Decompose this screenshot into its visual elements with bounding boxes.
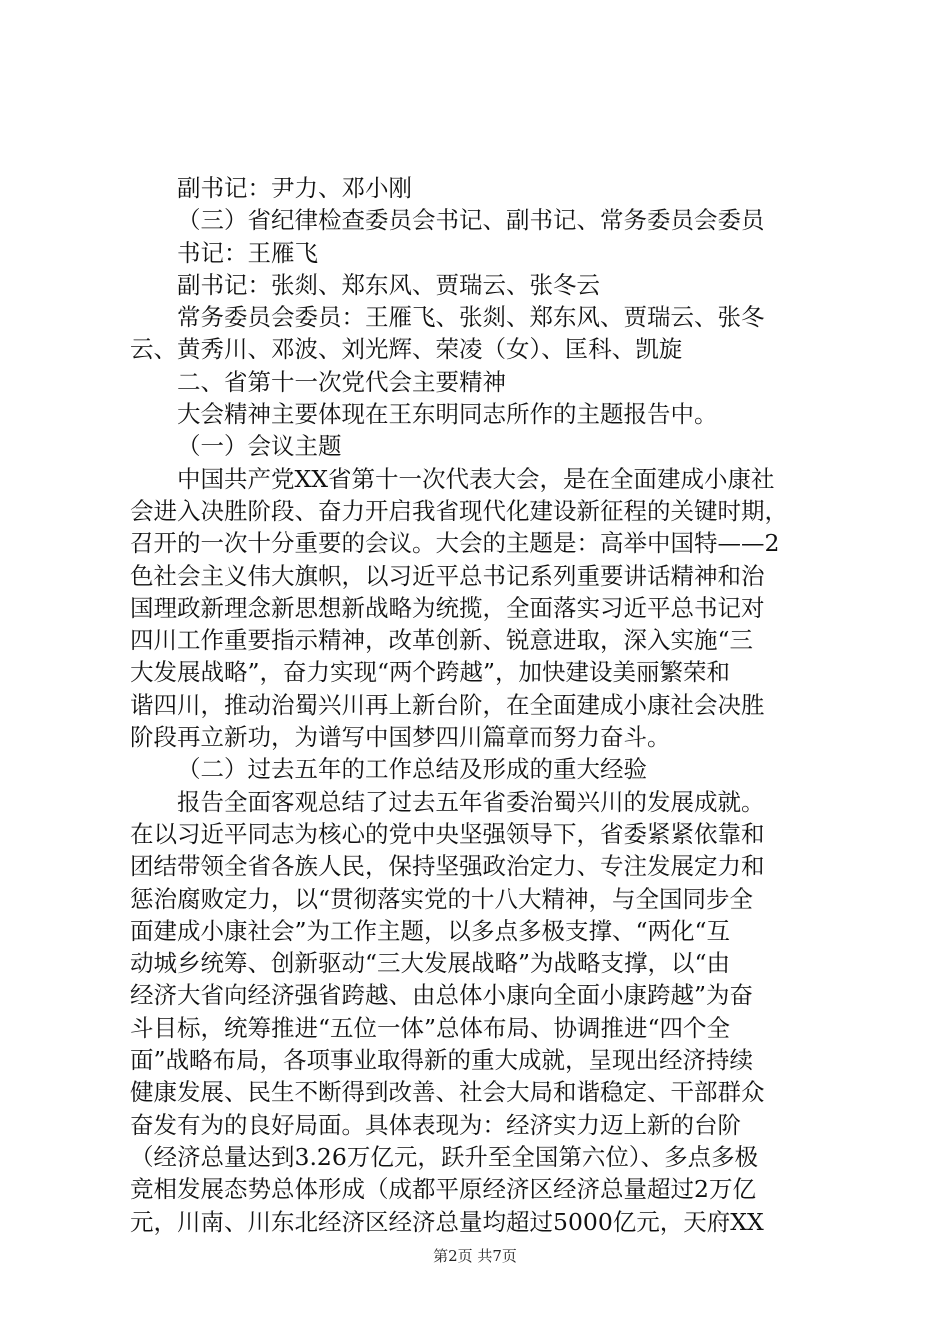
text-line: 四川工作重要指示精神，改革创新、锐意进取，深入实施“三	[130, 626, 754, 655]
text-line: （经济总量达到3.26万亿元，跃升至全国第六位）、多点多极	[130, 1142, 759, 1171]
text-line: 团结带领全省各族人民，保持坚强政治定力、专注发展定力和	[130, 852, 765, 881]
text-line: 竞相发展态势总体形成（成都平原经济区经济总量超过2万亿	[130, 1175, 756, 1204]
text-line: 面”战略布局，各项事业取得新的重大成就，呈现出经济持续	[130, 1046, 754, 1075]
text-line: 面建成小康社会”为工作主题，以多点多极支撑、“两化“互	[130, 916, 731, 945]
text-line: 阶段再立新功，为谱写中国梦四川篇章而努力奋斗。	[130, 723, 671, 752]
text-line: 云、黄秀川、邓波、刘光辉、荣凌（女）、匡科、凯旋	[130, 335, 683, 364]
text-line: 大发展战略”，奋力实现“两个跨越”，加快建设美丽繁荣和	[130, 658, 731, 687]
text-line: 中国共产党XX省第十一次代表大会，是在全面建成小康社	[177, 464, 775, 493]
text-line: 报告全面客观总结了过去五年省委治蜀兴川的发展成就。	[177, 787, 765, 816]
text-line: 健康发展、民生不断得到改善、社会大局和谐稳定、干部群众	[130, 1078, 765, 1107]
text-line: 元，川南、川东北经济区经济总量均超过5000亿元，天府XX	[130, 1207, 764, 1236]
text-line: 奋发有为的良好局面。具体表现为：经济实力迈上新的台阶	[130, 1110, 741, 1139]
text-line: 在以习近平同志为核心的党中央坚强领导下，省委紧紧依靠和	[130, 819, 765, 848]
text-line: 斗目标，统筹推进“五位一体”总体布局、协调推进“四个全	[130, 1013, 731, 1042]
text-line: 二、省第十一次党代会主要精神	[177, 367, 506, 396]
text-line: 副书记：张剡、郑东风、贾瑞云、张冬云	[177, 270, 600, 299]
text-line: 会进入决胜阶段、奋力开启我省现代化建设新征程的关键时期，	[130, 496, 788, 525]
text-line: 副书记：尹力、邓小刚	[177, 174, 412, 202]
body-text	[130, 172, 830, 1238]
text-line: 大会精神主要体现在王东明同志所作的主题报告中。	[177, 400, 718, 429]
page-footer: 第2页 共7页	[433, 1247, 517, 1265]
text-line: 谐四川，推动治蜀兴川再上新台阶，在全面建成小康社会决胜	[130, 690, 765, 719]
text-line: 国理政新理念新思想新战略为统揽，全面落实习近平总书记对	[130, 593, 765, 622]
text-line: 动城乡统筹、创新驱动“三大发展战略”为战略支撑，以“由	[130, 949, 731, 978]
text-line: 召开的一次十分重要的会议。大会的主题是：高举中国特——2	[130, 529, 780, 558]
text-line: 惩治腐败定力，以“贯彻落实党的十八大精神，与全国同步全	[130, 884, 754, 913]
text-line: 书记：王雁飞	[177, 238, 318, 267]
text-line: （一）会议主题	[177, 432, 342, 461]
text-line: 经济大省向经济强省跨越、由总体小康向全面小康跨越”为奋	[130, 981, 754, 1010]
text-line: （二）过去五年的工作总结及形成的重大经验	[177, 755, 647, 784]
text-line: 常务委员会委员：王雁飞、张剡、郑东风、贾瑞云、张冬	[177, 303, 765, 332]
text-line: 色社会主义伟大旗帜，以习近平总书记系列重要讲话精神和治	[130, 561, 765, 590]
text-line: （三）省纪律检查委员会书记、副书记、常务委员会委员	[177, 206, 765, 235]
